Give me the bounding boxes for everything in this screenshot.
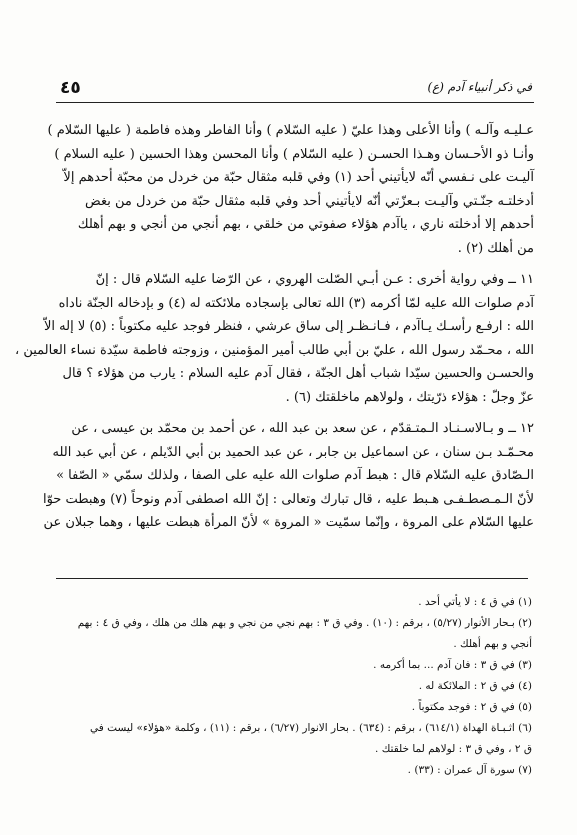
running-title: في ذكر أنبياء آدم (ع): [427, 80, 532, 94]
footnote-line: (٥) في ق ٢ : فوجد مكتوباً .: [411, 701, 532, 713]
text-line: ١١ ــ وفي رواية أخرى : عـن أبـي الصّلت الهروي ، عن الرّضا عليه السّلام قال : إنّ: [95, 272, 534, 287]
text-line: أدخلتـه جنّـتي وآليـت بـعزّتي أنّه لايأتيني أحد وفي قلبه مثقال حبّة من خردل من بغض: [85, 193, 534, 209]
footnote-line: (٦) اثـبـاة الهداة (٦١٤/١) ، برقم : (٦٣٤) . بحار الانوار (٦/٢٧) ، برقم : (١١) ، وكلمة «هؤلاء» ليست في: [90, 722, 532, 734]
footnote-line: (٤) في ق ٢ : الملائكة له .: [418, 680, 532, 692]
text-line: عـليـه وآلـه ) وأنا الأعلى وهذا عليّ ( عليه السّلام ) وأنا الفاطر وهذه فاطمة ( عليها السّلام ): [47, 123, 534, 138]
text-line: عليها السّلام على المروة ، وإنّما سمّيت « المروة » لأنّ المرأة هبطت عليها ، وهما جبلان عن: [43, 515, 534, 530]
text-line: الله : ارفـع رأسـك يـاآدم ، فـانـظـر إلى ساق عرشي ، فنظر فوجد عليه مكتوباً : (٥) لا إله الاّ: [44, 319, 534, 334]
text-line: الله ، محـمّد رسول الله ، عليّ بن أبي طالب أمير المؤمنين ، وزوجته فاطمة سيّدة نساء العالمين ،: [15, 342, 534, 358]
text-line: أحدهم إلا أدخلته ناري ، ياآدم هؤلاء صفوتي من خلقي ، بهم أنجي من أنجي و بهم أهلك: [77, 217, 534, 232]
footnote-line: (٣) في ق ٣ : فان آدم ... بما أكرمه .: [373, 659, 532, 671]
footnote-divider: [56, 578, 528, 579]
text-line: آدم صلوات الله عليه لمّا أكرمه (٣) الله تعالى بإسجاده ملائكته له (٤) و بإدخاله الجنّة ناداه: [58, 295, 534, 311]
text-line: لأنّ الـمـصطـفـى هـبط عليه ، قال تبارك وتعالى : إنّ الله اصطفى آدم ونوحاً (٧) وهبطت حوّا: [42, 491, 534, 507]
text-line: محـمّـد بـن سنان ، عن اسماعيل بن جابر ، عن عبد الحميد بن أبي الدّيلم ، عن أبي عبد الله: [52, 444, 534, 460]
page-number: ٤٥: [60, 78, 81, 98]
text-line: الـصّادق عليه السّلام قال : هبط آدم صلوات الله عليه على الصفا ، ولذلك سمّي « الصّفا »: [56, 468, 534, 483]
text-line: عزّ وجلّ : هؤلاء ذرّيتك ، ولولاهم ماخلقتك (٦) .: [285, 389, 534, 405]
footnote-line: أنجي و بهم أهلك .: [453, 638, 532, 650]
footnote-line: ق ٢ ، وفي ق ٣ : لولاهم لما خلقتك .: [375, 743, 532, 755]
text-line: ١٢ ــ و بـالاسـنـاد الـمتـقدّم ، عن سعد بن عبد الله ، عن أحمد بن محمّد بن عيسى ، عن: [71, 421, 534, 436]
text-line: وأنـا ذو الأحـسان وهـذا الحسـن ( عليه السّلام ) وأنا المحسن وهذا الحسين ( عليه السلام ): [54, 146, 534, 162]
text-line: من أهلك (٢) .: [457, 240, 534, 256]
text-line: والحسـن والحسين سيّدا شباب أهل الجنّة ، فقال آدم عليه السلام : يارب من هؤلاء ؟ قال: [62, 366, 534, 381]
footnotes: [50, 592, 532, 781]
main-text: [15, 119, 534, 535]
footnote-line: (١) في ق ٤ : لا يأتي أحد .: [418, 596, 532, 608]
text-line: آليـت على نـفسي أنّه لايأتيني أحد (١) وفي قلبه مثقال حبّة من خردل من محبّة أحدهم إلاّ: [63, 170, 534, 185]
page-header: [56, 76, 534, 103]
footnote-line: (٧) سورة آل عمران : (٣٣) .: [407, 764, 532, 776]
footnote-line: (٢) بـحار الأنوار (٥/٢٧) ، برقم : (١٠) . وفي ق ٣ : بهم نجي من نجي و بهم هلك من هلك ، وفي ق ٤ : بهم: [77, 617, 532, 629]
